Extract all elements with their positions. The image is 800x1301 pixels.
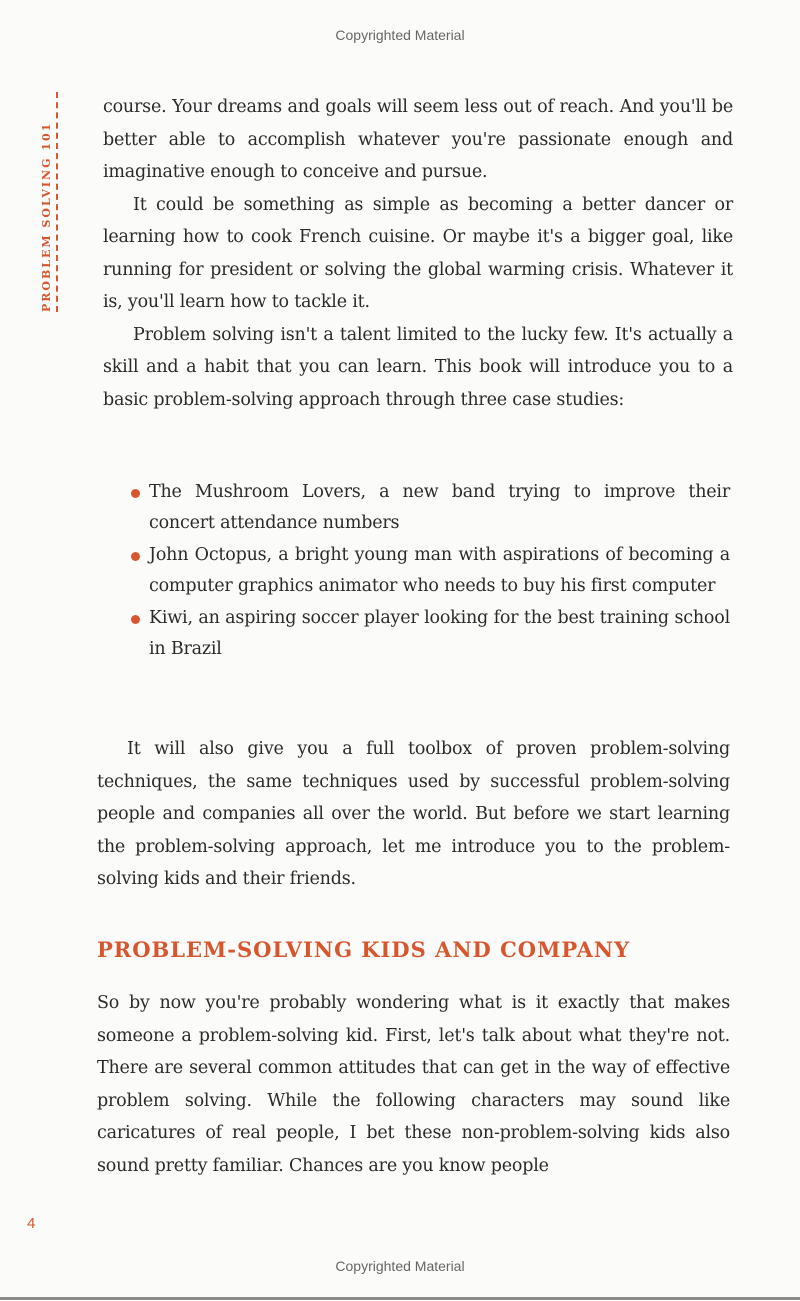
list-item-text: John Octopus, a bright young man with aspirations of becoming a computer graphics animator who needs to buy his first computer [149,545,730,596]
side-tab-dashed-line [56,92,58,312]
chapter-side-label: PROBLEM SOLVING 101 [40,121,53,312]
bullet-dot-icon [131,552,140,561]
intro-paragraph-3: Problem solving isn't a talent limited to the lucky few. It's actually a skill and a habit that you can learn. This book will introduce you to a basic problem-solving approach through three case studies: [103,324,733,410]
copyright-notice-bottom: Copyrighted Material [335,1258,465,1274]
bullet-dot-icon [131,489,140,498]
intro-text [103,91,733,416]
list-item [130,477,730,539]
case-study-list [130,477,730,666]
toolbox-paragraph-block [97,733,730,896]
list-item [130,540,730,602]
bullet-dot-icon [131,615,140,624]
list-item-text: The Mushroom Lovers, a new band trying to improve their concert attendance numbers [149,482,730,533]
copyright-notice-top: Copyrighted Material [335,27,465,43]
page-number: 4 [27,1215,36,1232]
page-bottom-border [0,1297,800,1300]
section-paragraph: So by now you're probably wondering what is it exactly that makes someone a problem-solving kid. First, let's talk about what they're not. There are several common attitudes that can get in the way of effective problem solving. While the following characters may sound like caricatures of real people, I bet these non-problem-solving kids also sound pretty familiar. Chances are you know people [97,993,730,1176]
section-heading: PROBLEM-SOLVING KIDS AND COMPANY [97,937,631,962]
chapter-side-tab [26,92,66,312]
list-item-text: Kiwi, an aspiring soccer player looking for the best training school in Brazil [149,608,730,659]
section-body [97,987,730,1182]
toolbox-paragraph: It will also give you a full toolbox of proven problem-solving techniques, the same techniques used by successful problem-solving people and companies all over the world. But before we start learning the problem-solving approach, let me introduce you to the problem-solving kids and their friends. [97,739,730,889]
list-item [130,603,730,665]
intro-paragraph-2: It could be something as simple as becoming a better dancer or learning how to cook French cuisine. Or maybe it's a bigger goal, like running for president or solving the global warming crisis. Whatever it is, you'll learn how to tackle it. [103,194,733,312]
intro-paragraph-1: course. Your dreams and goals will seem less out of reach. And you'll be better able to accomplish whatever you're passionate enough and imaginative enough to conceive and pursue. [103,97,733,182]
